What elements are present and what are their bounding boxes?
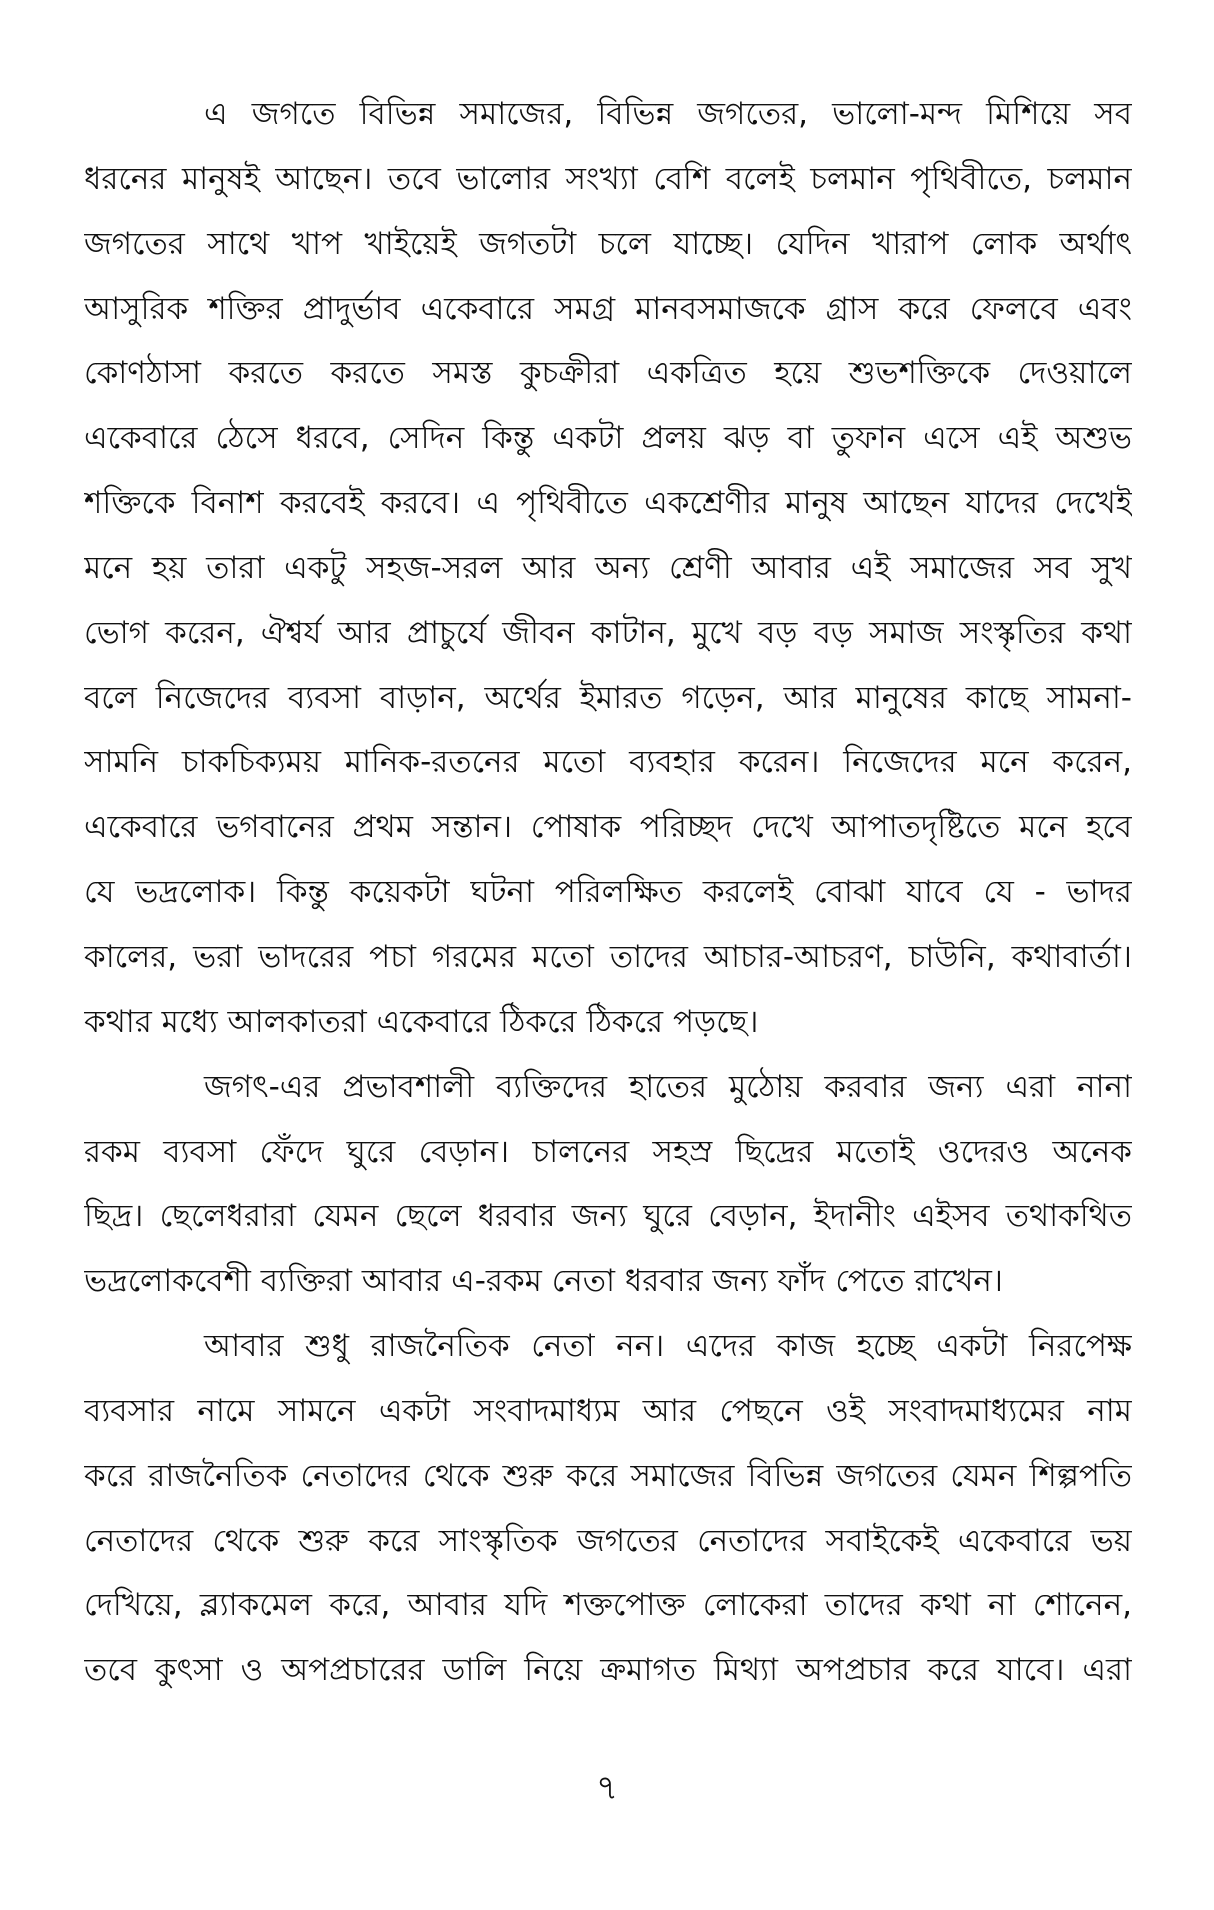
text-line: আবার শুধু রাজনৈতিক নেতা নন। এদের কাজ হচ্ছে একটা নিরপেক্ষ (204, 1328, 1132, 1365)
text-line: কোণঠাসা করতে করতে সমস্ত কুচক্রীরা একত্রিত হয়ে শুভশক্তিকে দেওয়ালে (84, 355, 1132, 392)
text-line: একেবারে ঠেসে ধরবে, সেদিন কিন্তু একটা প্রলয় ঝড় বা তুফান এসে এই অশুভ (84, 420, 1132, 457)
page-number: ৭ (595, 1768, 619, 1808)
text-line: সামনি চাকচিক্যময় মানিক-রতনের মতো ব্যবহার করেন। নিজেদের মনে করেন, (84, 744, 1132, 781)
text-line: নেতাদের থেকে শুরু করে সাংস্কৃতিক জগতের নেতাদের সবাইকেই একেবারে ভয় (84, 1522, 1132, 1559)
text-line: আসুরিক শক্তির প্রাদুর্ভাব একেবারে সমগ্র মানবসমাজকে গ্রাস করে ফেলবে এবং (84, 290, 1132, 327)
text-line: ধরনের মানুষই আছেন। তবে ভালোর সংখ্যা বেশি বলেই চলমান পৃথিবীতে, চলমান (84, 160, 1132, 197)
text-line: ভোগ করেন, ঐশ্বর্য আর প্রাচুর্যে জীবন কাটান, মুখে বড় বড় সমাজ সংস্কৃতির কথা (84, 614, 1132, 651)
text-line: কালের, ভরা ভাদরের পচা গরমের মতো তাদের আচার-আচরণ, চাউনি, কথাবার্তা। (84, 938, 1132, 975)
text-line: ব্যবসার নামে সামনে একটা সংবাদমাধ্যম আর পেছনে ওই সংবাদমাধ্যমের নাম (84, 1392, 1132, 1429)
text-line: এ জগতে বিভিন্ন সমাজের, বিভিন্ন জগতের, ভালো-মন্দ মিশিয়ে সব (204, 96, 1132, 132)
body-text (84, 82, 1132, 1703)
text-line: জগতের সাথে খাপ খাইয়েই জগতটা চলে যাচ্ছে। যেদিন খারাপ লোক অর্থাৎ (84, 225, 1132, 262)
text-line: তবে কুৎসা ও অপপ্রচারের ডালি নিয়ে ক্রমাগত মিথ্যা অপপ্রচার করে যাবে। এরা (84, 1652, 1132, 1689)
text-line: যে ভদ্রলোক। কিন্তু কয়েকটা ঘটনা পরিলক্ষিত করলেই বোঝা যাবে যে - ভাদর (84, 874, 1132, 911)
text-line: করে রাজনৈতিক নেতাদের থেকে শুরু করে সমাজের বিভিন্ন জগতের যেমন শিল্পপতি (84, 1457, 1132, 1494)
text-line: কথার মধ্যে আলকাতরা একেবারে ঠিকরে ঠিকরে পড়ছে। (84, 1003, 759, 1040)
text-line: রকম ব্যবসা ফেঁদে ঘুরে বেড়ান। চালনের সহস্র ছিদ্রের মতোই ওদেরও অনেক (84, 1133, 1132, 1170)
text-line: ছিদ্র। ছেলেধরারা যেমন ছেলে ধরবার জন্য ঘুরে বেড়ান, ইদানীং এইসব তথাকথিত (84, 1198, 1132, 1235)
text-line: বলে নিজেদের ব্যবসা বাড়ান, অর্থের ইমারত গড়েন, আর মানুষের কাছে সামনা- (84, 679, 1132, 716)
text-line: ভদ্রলোকবেশী ব্যক্তিরা আবার এ-রকম নেতা ধরবার জন্য ফাঁদ পেতে রাখেন। (84, 1263, 1003, 1300)
text-line: জগৎ-এর প্রভাবশালী ব্যক্তিদের হাতের মুঠোয় করবার জন্য এরা নানা (204, 1068, 1132, 1105)
text-line: মনে হয় তারা একটু সহজ-সরল আর অন্য শ্রেণী আবার এই সমাজের সব সুখ (84, 549, 1132, 586)
text-line: একেবারে ভগবানের প্রথম সন্তান। পোষাক পরিচ্ছদ দেখে আপাতদৃষ্টিতে মনে হবে (84, 809, 1132, 846)
text-line: শক্তিকে বিনাশ করবেই করবে। এ পৃথিবীতে একশ্রেণীর মানুষ আছেন যাদের দেখেই (84, 485, 1132, 522)
text-line: দেখিয়ে, ব্ল্যাকমেল করে, আবার যদি শক্তপোক্ত লোকেরা তাদের কথা না শোনেন, (84, 1587, 1132, 1624)
